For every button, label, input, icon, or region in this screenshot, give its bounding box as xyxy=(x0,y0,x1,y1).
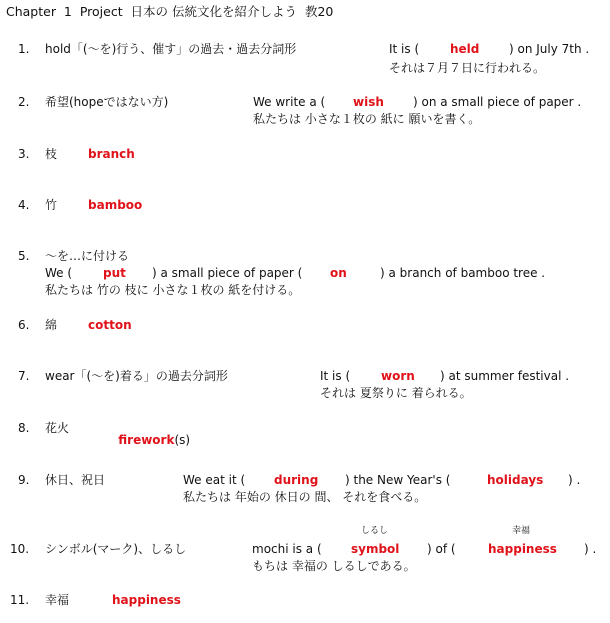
item-prompt: 花火 xyxy=(45,421,70,435)
page-title: Chapter 1 Project 日本の 伝統文化を紹介しよう 教20 xyxy=(6,4,334,19)
answer-suffix: (s) xyxy=(174,433,191,447)
english-sentence-part: ) a small piece of paper ( xyxy=(152,266,303,280)
english-sentence-part: mochi is a ( xyxy=(252,542,322,556)
item-number: 11. xyxy=(10,593,30,607)
answer-word: bamboo xyxy=(88,198,143,212)
item-prompt: 竹 xyxy=(45,198,58,212)
item-prompt: 幸福 xyxy=(45,593,70,607)
item-number: 2. xyxy=(18,95,30,109)
item-prompt: ～を…に付ける xyxy=(45,249,130,263)
answer-word: branch xyxy=(88,147,135,161)
item-prompt: 綿 xyxy=(45,318,58,332)
ruby-annotation: しるし xyxy=(361,526,389,536)
english-sentence-part: It is ( xyxy=(389,42,420,56)
item-number: 1. xyxy=(18,42,30,56)
item-prompt: 希望(hopeではない方) xyxy=(45,95,169,109)
japanese-translation: 私たちは 年始の 休日の 間、 それを食べる。 xyxy=(183,490,427,504)
ruby-annotation: 幸福 xyxy=(512,526,531,536)
japanese-translation: もちは 幸福の しるしである。 xyxy=(252,559,416,573)
japanese-translation: それは 夏祭りに 着られる。 xyxy=(320,386,472,400)
answer-word: wish xyxy=(353,95,384,109)
answer-word: worn xyxy=(381,369,415,383)
item-number: 7. xyxy=(18,369,30,383)
answer-word: firework xyxy=(118,433,175,447)
answer-word: put xyxy=(103,266,126,280)
answer-word: happiness xyxy=(488,542,557,556)
item-number: 8. xyxy=(18,421,30,435)
item-prompt: 休日、祝日 xyxy=(45,473,106,487)
english-sentence-part: ) . xyxy=(584,542,597,556)
english-sentence-part: ) on a small piece of paper . xyxy=(413,95,582,109)
english-sentence-part: ) at summer festival . xyxy=(440,369,570,383)
english-sentence-part: We ( xyxy=(45,266,73,280)
english-sentence-part: ) of ( xyxy=(427,542,456,556)
item-prompt: シンボル(マーク)、しるし xyxy=(45,542,187,556)
answer-word: holidays xyxy=(487,473,544,487)
answer-line xyxy=(103,422,190,458)
item-number: 5. xyxy=(18,249,30,263)
item-number: 3. xyxy=(18,147,30,161)
answer-word: cotton xyxy=(88,318,132,332)
english-sentence-part: We write a ( xyxy=(253,95,326,109)
english-sentence-part: ) . xyxy=(568,473,581,487)
answer-word: held xyxy=(450,42,480,56)
item-number: 4. xyxy=(18,198,30,212)
answer-word: symbol xyxy=(351,542,400,556)
answer-word: during xyxy=(274,473,319,487)
japanese-translation: それは７月７日に行われる。 xyxy=(389,61,546,75)
answer-word: on xyxy=(330,266,347,280)
english-sentence-part: We eat it ( xyxy=(183,473,246,487)
item-number: 10. xyxy=(10,542,30,556)
answer-word: happiness xyxy=(112,593,181,607)
english-sentence-part: ) on July 7th . xyxy=(509,42,590,56)
item-number: 9. xyxy=(18,473,30,487)
japanese-translation: 私たちは 小さな１枚の 紙に 願いを書く。 xyxy=(253,112,481,126)
item-prompt: 枝 xyxy=(45,147,58,161)
english-sentence-part: It is ( xyxy=(320,369,351,383)
japanese-translation: 私たちは 竹の 枝に 小さな１枚の 紙を付ける。 xyxy=(45,283,301,297)
item-prompt: hold「(～を)行う、催す」の過去・過去分詞形 xyxy=(45,42,297,56)
item-prompt: wear「(～を)着る」の過去分詞形 xyxy=(45,369,228,383)
english-sentence-part: ) a branch of bamboo tree . xyxy=(380,266,546,280)
english-sentence-part: ) the New Year's ( xyxy=(345,473,451,487)
item-number: 6. xyxy=(18,318,30,332)
